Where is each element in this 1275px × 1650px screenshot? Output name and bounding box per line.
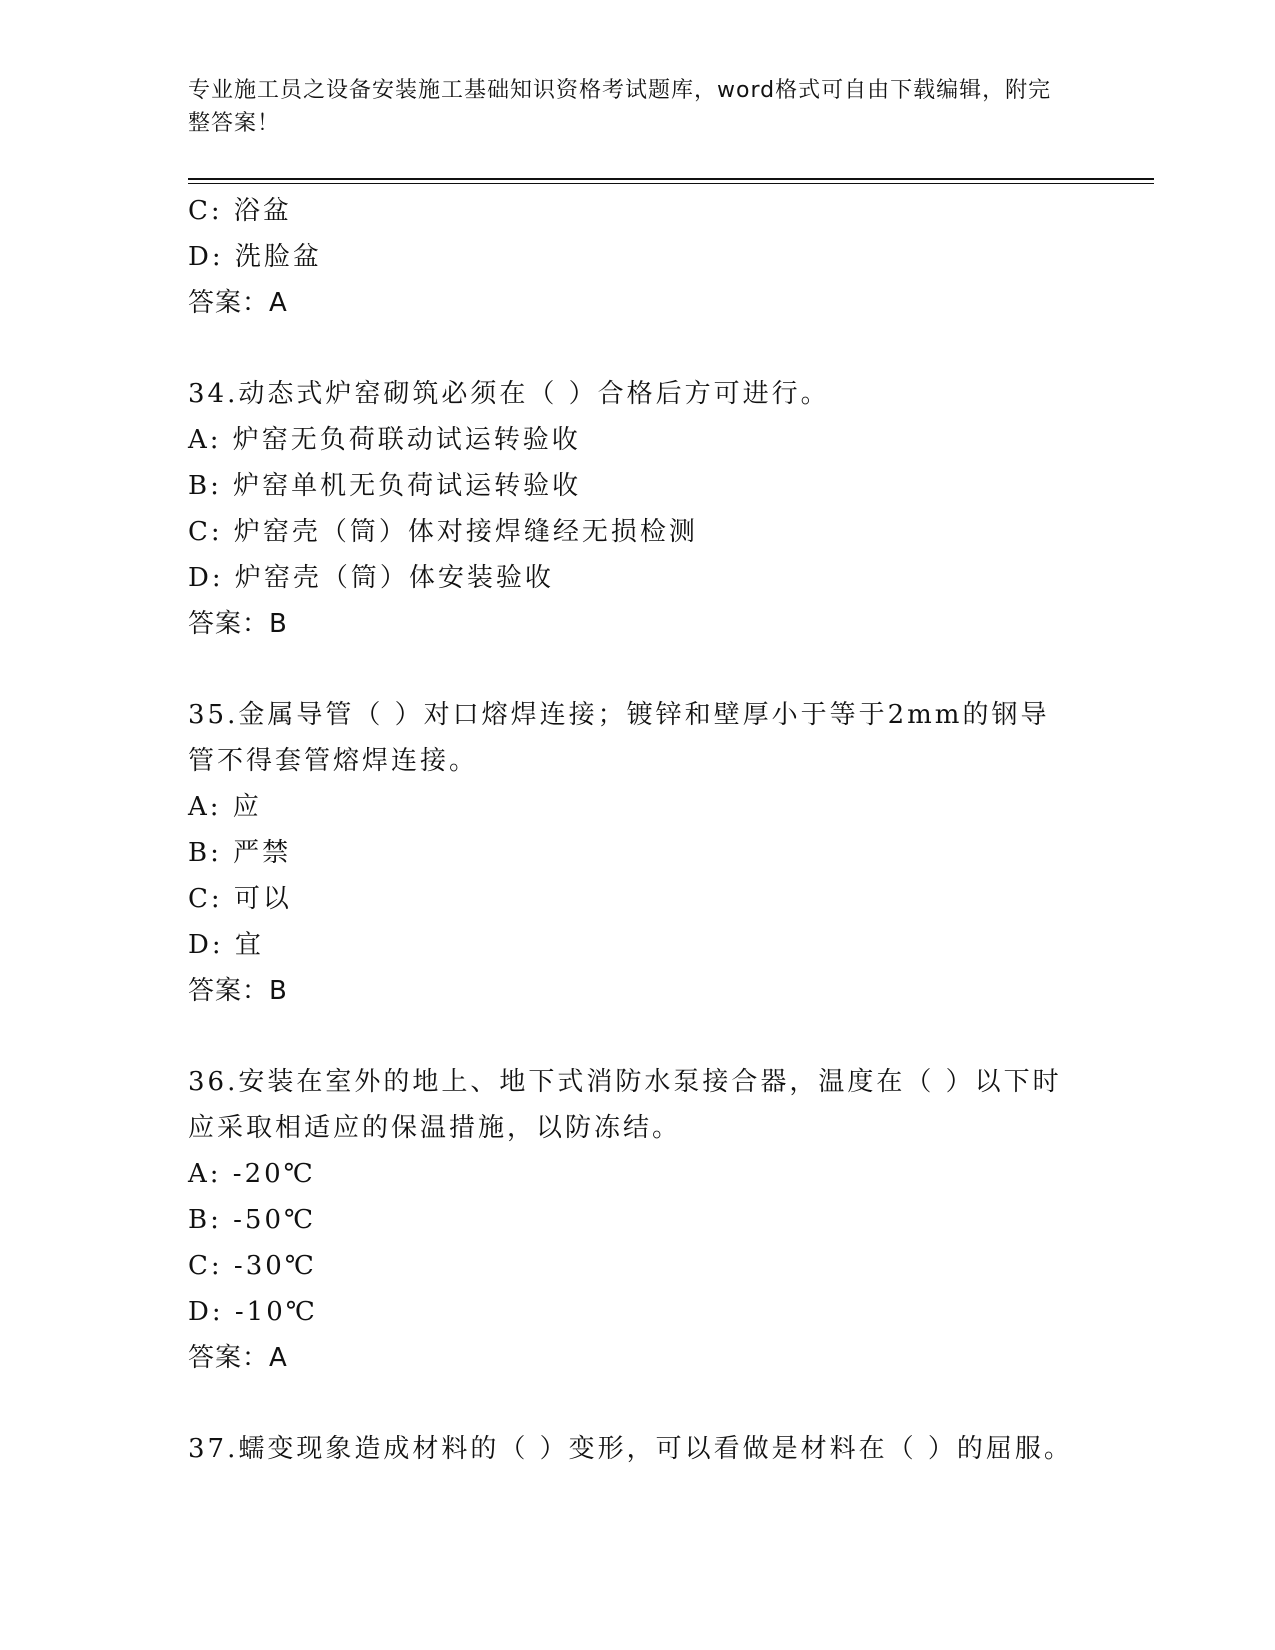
- option-c: C: 浴盆: [188, 196, 292, 226]
- option-d: D: 宜: [188, 930, 264, 960]
- option-b: B: -50℃: [188, 1205, 317, 1235]
- question-stem: 36.安装在室外的地上、地下式消防水泵接合器，温度在（ ）以下时应采取相适应的保温措施，以防冻结。: [188, 1067, 1062, 1143]
- answer: 答案：B: [188, 976, 288, 1006]
- header-divider-thick: [188, 178, 1154, 180]
- answer: 答案：B: [188, 609, 288, 639]
- page-header: 专业施工员之设备安装施工基础知识资格考试题库，word格式可自由下载编辑，附完整答案！: [188, 78, 1052, 136]
- answer: 答案：A: [188, 1343, 288, 1373]
- option-c: C: 可以: [188, 884, 292, 914]
- option-b: B: 炉窑单机无负荷试运转验收: [188, 471, 582, 501]
- option-a: A: -20℃: [188, 1159, 316, 1189]
- option-d: D: 洗脸盆: [188, 242, 322, 272]
- answer: 答案：A: [188, 288, 288, 318]
- question-stem: 37.蠕变现象造成材料的（ ）变形，可以看做是材料在（ ）的屈服。: [188, 1434, 1073, 1464]
- option-a: A: 炉窑无负荷联动试运转验收: [188, 425, 581, 455]
- option-d: D: 炉窑壳（筒）体安装验收: [188, 563, 554, 593]
- option-c: C: 炉窑壳（筒）体对接焊缝经无损检测: [188, 517, 698, 547]
- question-stem: 35.金属导管（ ）对口熔焊连接；镀锌和壁厚小于等于2mm的钢导管不得套管熔焊连接。: [188, 700, 1050, 776]
- option-c: C: -30℃: [188, 1251, 317, 1281]
- option-d: D: -10℃: [188, 1297, 318, 1327]
- option-b: B: 严禁: [188, 838, 292, 868]
- question-content: [188, 188, 1078, 1472]
- option-a: A: 应: [188, 792, 262, 822]
- header-divider-thin: [188, 183, 1154, 184]
- question-stem: 34.动态式炉窑砌筑必须在（ ）合格后方可进行。: [188, 379, 830, 409]
